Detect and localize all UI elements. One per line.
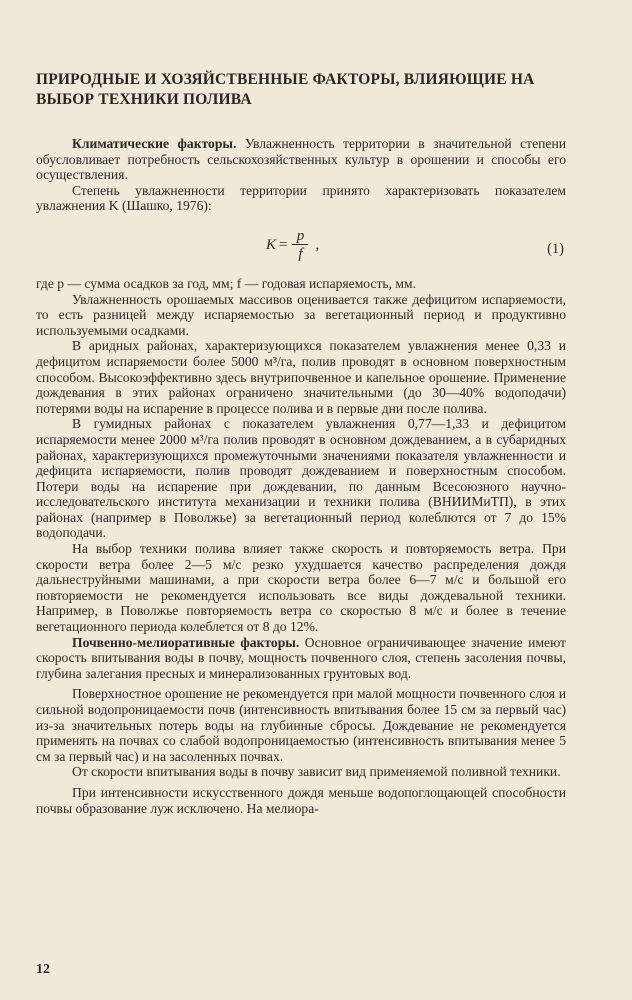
equation-number: (1) — [547, 240, 564, 257]
lead-in-climatic: Климатические факторы. — [72, 136, 237, 151]
formula-lhs: K — [266, 236, 277, 253]
formula-expression — [266, 228, 319, 263]
body-text — [36, 136, 566, 816]
paragraph-soil — [36, 635, 566, 682]
paragraph-surface-irrigation: Поверхностное орошение не рекомендуется при малой мощности почвенного слоя и сильной водопроницаемости почв (интенсивность впитывания более 15 см за первый час) из-за значительных потерь воды на глубинные сбросы. Дождевание не рекомендуется применять на почвах со слабой водопроницаемостью (интенсивность впитывания менее 5 см за первый час) и на засоленных почвах. — [36, 686, 566, 764]
paragraph-humid: В гумидных районах с показателем увлажнения 0,77—1,33 и дефицитом испаряемости менее 2000 м³/га полив проводят в основном дождеванием, а в субаридных районах, характеризующихся промежуточными значениями показателя увлажненности и дефицита испаряемости, полив проводят дождеванием и поверхностным способом. Потери воды на испарение при дождевании, по данным Всесоюзного научно-исследовательского института механизации и техники полива (ВНИИМиТП), в этих районах (например в Поволжье) за вегетационный период колеблются от 7 до 15% водоподачи. — [36, 416, 566, 541]
paragraph-arid: В аридных районах, характеризующихся показателем увлажнения менее 0,33 и дефицитом испаряемости более 5000 м³/га, полив проводят в основном поверхностным способом. Высокоэффективно здесь внутрипочвенное и капельное орошение. Применение дождевания в этих районах ограничено значительными (до 30—40% водоподачи) потерями воды на испарение в процессе полива и в первые дни после полива. — [36, 338, 566, 416]
paragraph-deficit: Увлажненность орошаемых массивов оценивается также дефицитом испаряемости, то есть разницей между испаряемостью за вегетационный период и продуктивно используемыми осадками. — [36, 291, 566, 338]
lead-in-soil: Почвенно-мелиоративные факторы. — [72, 634, 300, 650]
paragraph-rain-intensity: При интенсивности искусственного дождя меньше водопоглощающей способности почвы образование луж исключено. На мелиора- — [36, 784, 566, 816]
paragraph-humidity-index: Степень увлажненности территории принято характеризовать показателем увлажнения K (Шашко, 1976): — [36, 182, 566, 214]
paragraph-climatic — [36, 136, 566, 183]
formula-fraction — [292, 228, 308, 263]
paragraph-formula-legend: где p — сумма осадков за год, мм; f — годовая испаряемость, мм. — [36, 275, 417, 291]
paragraph-soil-text: Основное ограничивающее значение имеют скорость впитывания воды в почву, мощность почвенного слоя, степень засоления почвы, глубина залегания пресных и минерализованных грунтовых вод. — [36, 634, 566, 681]
formula-equals: = — [279, 236, 288, 253]
paragraph-wind: На выбор техники полива влияет также скорость и повторяемость ветра. При скорости ветра более 2—5 м/с резко ухудшается качество распределения дождя дальнеструйными машинами, а при скорости ветра более 6—7 м/с и большой его повторяемости не рекомендуется использовать все виды дождевальной техники. Например, в Поволжье повторяемость ветра со скоростью 8 м/с и более в течение вегетационного периода колеблется от 8 до 12%. — [36, 541, 566, 635]
paragraph-climatic-text: Увлажненность территории в значительной степени обусловливает потребность сельскохозяйственных культур в орошении и способы его осуществления. — [36, 136, 566, 183]
paragraph-infiltration: От скорости впитывания воды в почву зависит вид применяемой поливной техники. — [72, 764, 561, 780]
page-number: 12 — [36, 962, 50, 977]
formula-denominator: f — [298, 245, 303, 262]
formula-numerator: p — [296, 227, 305, 244]
formula-block — [36, 220, 566, 272]
section-heading: ПРИРОДНЫЕ И ХОЗЯЙСТВЕННЫЕ ФАКТОРЫ, ВЛИЯЮЩИЕ НА ВЫБОР ТЕХНИКИ ПОЛИВА — [36, 71, 535, 108]
formula-trailing: , — [315, 236, 320, 253]
